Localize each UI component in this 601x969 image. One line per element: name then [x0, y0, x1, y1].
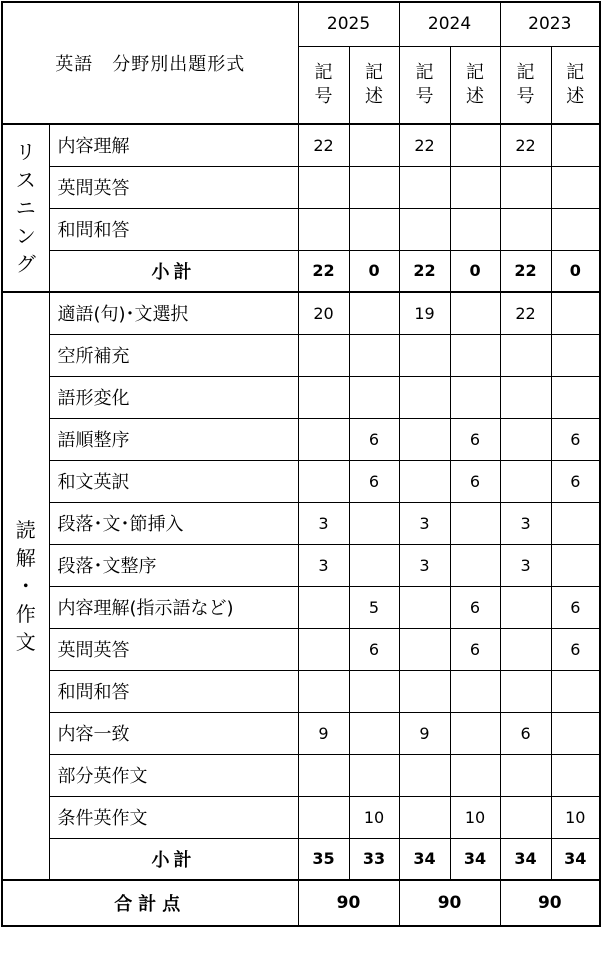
listening-category-label [2, 124, 49, 292]
kind-char: 記 [415, 61, 434, 83]
value-cell [399, 754, 450, 796]
row-label: 空所補充 [49, 334, 298, 376]
value-cell [349, 334, 399, 376]
value-cell: 10 [551, 796, 600, 838]
total-value: 90 [298, 880, 399, 926]
value-cell [551, 166, 600, 208]
value-cell [399, 334, 450, 376]
kind-char: 述 [365, 85, 383, 107]
value-cell [450, 754, 500, 796]
table-row [2, 292, 600, 334]
category-char: ・ [15, 574, 36, 598]
value-cell [551, 544, 600, 586]
value-cell: 6 [551, 628, 600, 670]
value-cell: 6 [349, 418, 399, 460]
value-cell [298, 376, 349, 418]
value-cell: 6 [450, 460, 500, 502]
total-value: 90 [500, 880, 600, 926]
category-char: 読 [15, 518, 36, 542]
value-cell: 3 [500, 502, 551, 544]
value-cell [298, 460, 349, 502]
category-char: 文 [15, 630, 36, 654]
value-cell [298, 418, 349, 460]
value-cell [551, 124, 600, 166]
table-row [2, 628, 600, 670]
value-cell [450, 292, 500, 334]
value-cell: 22 [298, 124, 349, 166]
row-label: 適語(句)･文選択 [49, 292, 298, 334]
kind-char: 号 [415, 85, 434, 107]
value-cell [349, 544, 399, 586]
total-value: 90 [399, 880, 500, 926]
value-cell: 10 [450, 796, 500, 838]
value-cell: 9 [298, 712, 349, 754]
value-cell [298, 670, 349, 712]
value-cell: 6 [450, 586, 500, 628]
value-cell [551, 670, 600, 712]
value-cell [500, 628, 551, 670]
subtotal-label: 小計 [49, 250, 298, 292]
value-cell: 22 [399, 124, 450, 166]
subtotal-value: 34 [399, 838, 450, 880]
value-cell [450, 670, 500, 712]
value-cell [551, 208, 600, 250]
value-cell: 6 [551, 460, 600, 502]
value-cell: 20 [298, 292, 349, 334]
value-cell [551, 712, 600, 754]
row-label: 和問和答 [49, 670, 298, 712]
value-cell [399, 166, 450, 208]
listening-subtotal-row [2, 250, 600, 292]
value-cell [349, 208, 399, 250]
table-row [2, 334, 600, 376]
value-cell: 6 [450, 418, 500, 460]
table-row [2, 208, 600, 250]
value-cell [551, 376, 600, 418]
category-char: 作 [15, 602, 36, 626]
subtotal-value: 22 [500, 250, 551, 292]
value-cell: 3 [500, 544, 551, 586]
value-cell: 6 [349, 628, 399, 670]
table-row [2, 124, 600, 166]
row-label: 英問英答 [49, 166, 298, 208]
value-cell [399, 376, 450, 418]
row-label: 部分英作文 [49, 754, 298, 796]
total-row [2, 880, 600, 926]
value-cell [450, 544, 500, 586]
value-cell [349, 670, 399, 712]
value-cell [298, 208, 349, 250]
category-char: ス [15, 168, 36, 192]
value-cell: 6 [500, 712, 551, 754]
value-cell: 6 [450, 628, 500, 670]
value-cell [500, 796, 551, 838]
value-cell: 3 [399, 544, 450, 586]
value-cell [450, 712, 500, 754]
row-label: 段落･文･節挿入 [49, 502, 298, 544]
value-cell [500, 460, 551, 502]
table-row [2, 418, 600, 460]
value-cell [298, 628, 349, 670]
row-label: 英問英答 [49, 628, 298, 670]
row-label: 語順整序 [49, 418, 298, 460]
value-cell [551, 292, 600, 334]
value-cell [500, 334, 551, 376]
table-row [2, 166, 600, 208]
value-cell [551, 334, 600, 376]
value-cell: 22 [500, 292, 551, 334]
row-label: 和問和答 [49, 208, 298, 250]
kind-header-kijutsu [551, 46, 600, 124]
value-cell [298, 754, 349, 796]
value-cell [349, 124, 399, 166]
value-cell [349, 502, 399, 544]
value-cell [450, 208, 500, 250]
subtotal-value: 0 [551, 250, 600, 292]
value-cell [349, 376, 399, 418]
kind-header-kigou [399, 46, 450, 124]
value-cell [500, 166, 551, 208]
value-cell: 6 [349, 460, 399, 502]
value-cell: 5 [349, 586, 399, 628]
row-label: 内容一致 [49, 712, 298, 754]
kind-char: 述 [566, 85, 585, 107]
value-cell [450, 334, 500, 376]
table-row [2, 754, 600, 796]
row-label: 語形変化 [49, 376, 298, 418]
year-header-2024: 2024 [399, 2, 500, 46]
kind-char: 号 [516, 85, 535, 107]
category-char: 解 [15, 546, 36, 570]
value-cell [399, 586, 450, 628]
value-cell [399, 460, 450, 502]
value-cell [500, 418, 551, 460]
value-cell [551, 754, 600, 796]
value-cell [500, 376, 551, 418]
kind-char: 記 [314, 61, 333, 83]
table-row [2, 376, 600, 418]
category-char: グ [15, 252, 36, 276]
value-cell [500, 754, 551, 796]
exam-format-table [1, 1, 601, 927]
value-cell [298, 334, 349, 376]
subtotal-value: 33 [349, 838, 399, 880]
year-header-2023: 2023 [500, 2, 600, 46]
kind-char: 記 [466, 61, 485, 83]
year-header-2025: 2025 [298, 2, 399, 46]
kind-char: 記 [516, 61, 535, 83]
value-cell: 3 [298, 502, 349, 544]
row-label: 内容理解(指示語など) [49, 586, 298, 628]
value-cell [399, 628, 450, 670]
value-cell [399, 796, 450, 838]
value-cell [349, 712, 399, 754]
value-cell: 9 [399, 712, 450, 754]
table-row [2, 586, 600, 628]
value-cell [349, 754, 399, 796]
value-cell: 6 [551, 418, 600, 460]
total-label: 合計点 [2, 880, 298, 926]
value-cell: 19 [399, 292, 450, 334]
subtotal-value: 22 [399, 250, 450, 292]
value-cell [500, 586, 551, 628]
value-cell: 22 [500, 124, 551, 166]
category-char: リ [15, 140, 36, 164]
table-row [2, 670, 600, 712]
value-cell [450, 166, 500, 208]
subtotal-value: 22 [298, 250, 349, 292]
table-row [2, 502, 600, 544]
value-cell [500, 208, 551, 250]
value-cell [450, 376, 500, 418]
kind-header-kigou [500, 46, 551, 124]
value-cell [298, 796, 349, 838]
value-cell [500, 670, 551, 712]
subtotal-value: 34 [500, 838, 551, 880]
row-label: 段落･文整序 [49, 544, 298, 586]
value-cell [349, 166, 399, 208]
header-year-row [2, 2, 600, 46]
kind-header-kijutsu [349, 46, 399, 124]
subtotal-value: 34 [450, 838, 500, 880]
table-row [2, 712, 600, 754]
value-cell: 3 [298, 544, 349, 586]
value-cell: 6 [551, 586, 600, 628]
value-cell [399, 418, 450, 460]
subtotal-label: 小計 [49, 838, 298, 880]
value-cell [450, 124, 500, 166]
value-cell: 10 [349, 796, 399, 838]
row-label: 和文英訳 [49, 460, 298, 502]
value-cell [298, 166, 349, 208]
value-cell [298, 586, 349, 628]
kind-char: 号 [314, 85, 333, 107]
category-char: ニ [15, 196, 36, 220]
subtotal-value: 0 [349, 250, 399, 292]
table-row [2, 460, 600, 502]
table-title: 英語 分野別出題形式 [2, 2, 298, 124]
table-row [2, 544, 600, 586]
value-cell [551, 502, 600, 544]
table-row [2, 796, 600, 838]
reading-category-label [2, 292, 49, 880]
kind-char: 記 [365, 61, 383, 83]
value-cell: 3 [399, 502, 450, 544]
value-cell [450, 502, 500, 544]
kind-char: 記 [566, 61, 585, 83]
value-cell [349, 292, 399, 334]
row-label: 内容理解 [49, 124, 298, 166]
kind-header-kigou [298, 46, 349, 124]
value-cell [399, 670, 450, 712]
category-char: ン [15, 224, 36, 248]
exam-format-table-container [1, 1, 601, 927]
reading-subtotal-row [2, 838, 600, 880]
kind-char: 述 [466, 85, 485, 107]
subtotal-value: 0 [450, 250, 500, 292]
subtotal-value: 35 [298, 838, 349, 880]
value-cell [399, 208, 450, 250]
kind-header-kijutsu [450, 46, 500, 124]
subtotal-value: 34 [551, 838, 600, 880]
row-label: 条件英作文 [49, 796, 298, 838]
